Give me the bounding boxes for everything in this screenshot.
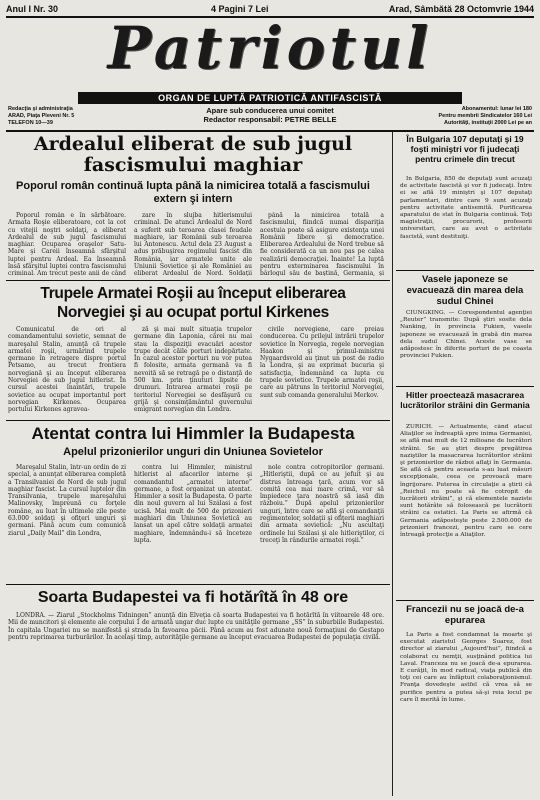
side4-body: [400, 632, 532, 796]
side2-headline: Vasele japoneze se evacuează din marea dela sudul Chinei: [406, 274, 524, 307]
article4-headline: Soarta Budapestei va fi hotărîtă în 48 ore: [37, 589, 349, 606]
info-line: Redactor responsabil: PETRE BELLE: [203, 115, 337, 124]
article1-col3-text: până la nimicirea totală a fascismului, fiindcă numai dispariţia acestuia poate să asigure existenţa unei Românii libere şi democratice. Eliberarea Ardealului de Nord trebue să fie considerată ca un nou pas pe calea realizării democraţiei. Înainte! La luptă pentru exterminarea fascismului în bârlogul său de baştină, Germania, şi: [260, 212, 384, 276]
info-center: [150, 106, 390, 124]
side2-rule: [396, 386, 534, 387]
article3-col1-text: Mareşalul Stalin, într-un ordin de zi special, a anunţat eliberarea completă a Transilvaniei de Nord de sub jugul maghiar fascist. La cursul luptelor din Transilvania, trupele mareşalului Malinovsky, împreună cu forţele române, au luat în ultimele zile peste 63.000 soldaţi şi ofiţeri unguri şi germani. Până acum cum comunică ziarul „Daily Mail” din Londra,: [8, 464, 126, 537]
article4-body: [8, 612, 384, 796]
article2-col1-text: Comunicatul de ori al comandamentului sovietic, semnat de mareşalul Stalin, anunţă că trupele armatei roşii, urmărind trupele germane în retragere dispre portul Petsamo, au trecut frontiera norvegiană şi au început eliberarea Norvegiei de sub jugul hitlerist. În cursul acestei înaintări, trupele sovietice au ocupat importantul port norvegian Kirkenes. Ocuparea portului Kirkenes agravea-: [8, 326, 126, 414]
info-line: ARAD, Piaţa Pleveni Nr. 5: [8, 113, 75, 119]
side2-body: [400, 310, 532, 382]
side4-text: La Paris a fost condamnat la moarte şi executat ziaristul Georges Suarez, fost director al ziarului „Aujourd'hui”, fiindcă a colaborat cu nemţii, susţinând politica lui Laval. Franceza nu se joacă de-a epurarea. E curăţit, în mod radical, viaţa publică din toţi cei care au înfăptuit colaboraţionismul. Franţa dovedeşte astfel că vrea să se purifice pentru a putea să-şi reia locul pe care îl merită în lume.: [400, 632, 532, 703]
info-line: Apare sub conducerea unui comitet: [206, 106, 334, 115]
info-left: [8, 106, 74, 127]
article4-text: LONDRA. — Ziarul „Stockholms Tidningen” anunţă din Elveţia că soarta Budapestei va fi hotărîtă în viitoarele 48 ore. Mii de muncitori şi elemente ale corpului 1 de armată ungar duc lupte cu unităţile germane „SS” în suburbiile Budapestei. În capitala Ungariei nu se manifestă şi strada în favoarea păcii. Până acum au fost adunate nouă formaţiuni de Gestapo pentru reprimarea turburărilor. În acelaşi timp, autorităţile germane au început evacuarea Budapestei de populaţia civilă.: [8, 612, 384, 641]
article1-col2: [134, 212, 252, 276]
side1-rule: [396, 270, 534, 271]
side4-headline: Francezii nu se joacă de-a epurarea: [406, 604, 524, 626]
masthead-banner: ORGAN DE LUPTĂ PATRIOTICĂ ANTIFASCISTĂ: [78, 92, 462, 104]
article3-subhead: Apelul prizonierilor unguri din Uniunea Sovietelor: [63, 446, 323, 458]
article3-headline: Atentat contra lui Himmler la Budapesta: [31, 424, 355, 443]
article3-col2: [134, 464, 252, 580]
column-divider: [392, 132, 393, 796]
article3-rule: [6, 584, 390, 585]
article2-rule: [6, 420, 390, 421]
article2-col1: [8, 326, 126, 416]
side3-text: ZÜRICH. — Actualmente, când atacul Aliaţilor se îndreaptă spre inima Germaniei, se află mai mult de 12 milioane de lucrători străini. Se au ştiri despre pregătirea naziştilor la masacrarea lucrătorilor străini şi prizonierilor de război aflaţi în Germania. Se află că pentru aceasta s-au luat măsuri excepţionale, ceea ce provoacă mare îngrijorare. Puterea în circulaţie a ştirii că „Reichul nu poate să fie cotropit de lucrătorii străini”, şi că elementele naziste sunt hotărâte să folosească pe lucrătorii străini ca ostatici. La Paris se afirmă că Germania adăposteşte peste 2.500.000 de prizonieri francezi, pentru care se cere întreagă protecţie a Aliaţilor.: [400, 424, 532, 539]
article3-col3: [260, 464, 384, 580]
article2-headline: Trupele Armatei Roşii au început eliberarea Norvegiei şi au ocupat portul Kirkenes: [40, 285, 346, 321]
article2-col2-text: ză şi mai mult situaţia trupelor germane din Laponia, cărei nu mai stau la dispoziţii evacuări acestor trupe decât căile porturi indepărtate. În cazul acestor porturi nu vor putea fi folosite, armata germană va fi nevoită să se retragă pe o distanţă de 500 km. prin ţinuturi lipsite de drumuri. Intrarea armatei roşii pe teritoriul Norvegiei se desfăşură cu grijă şi consimţământul guvernului emigrant norvegian din Londra.: [134, 326, 252, 414]
price: 4 Pagini 7 Lei: [211, 4, 269, 14]
date-line: Arad, Sâmbătă 28 Octomvrie 1944: [388, 4, 534, 14]
side1-text: În Bulgaria, 850 de deputaţi sunt acuzaţi de activitate fascistă şi vor fi judecaţi. Între ei se află 19 miniştri şi 107 deputaţi parlamentari, dintre care 9 sunt acuzaţi pentru activitate antisemită. Purificarea aparatului de stat în Bulgaria continuă. Toţi magistraţii, procurorii, profesorii universitari, care au avut o activitate fascistă, sunt destituiţi.: [400, 176, 532, 240]
article1-col2-text: zare în slujba hitlerismului criminal. De atunci Ardealul de Nord a suferit sub teroarea clasei feudale maghiare, iar Românii sub teroarea lui Antonescu. Actul dela 23 August a adus prăbuşirea regimului fascist din România, iar armatele unite ale Uniunii Sovietice şi ale României au eliberat Ardealul de Nord. Soldaţii: [134, 212, 252, 276]
info-right: [438, 106, 532, 127]
article1-rule: [6, 280, 390, 281]
article1-col3: [260, 212, 384, 276]
side1-headline: În Bulgaria 107 deputaţi şi 19 foşti miniştri vor fi judecaţi pentru crimele din trecut: [406, 134, 524, 164]
article1-headline: Ardealul eliberat de sub jugul fascismului maghiar: [33, 133, 353, 176]
article2-col3: [260, 326, 384, 416]
article1-col1: [8, 212, 126, 276]
side3-body: [400, 424, 532, 596]
info-line: Pentru membrii Sindicatelor 160 Lei: [438, 113, 532, 119]
article1-subhead: Poporul român continuă lupta până la nimicirea totală a fascismului extern şi intern: [16, 180, 370, 205]
issue-number: Anul I Nr. 30: [6, 4, 59, 14]
header-rule: [6, 130, 534, 132]
article2-col3-text: civile norvegiene, care preiau conducerea. Cu prilejul intrării trupelor sovietice în Norvegia, regele norvegian Haakon şi primul-ministru Nygaardsvold au ţinut un post de radio la Londra, şi au exprimat bucuria şi satisfacţia, îndemnând ca lupta cu trupele sovietice. Trupele armatei roşii, care au pătruns în teritoriul Norvegiei, sunt sub comanda generalului Merkov.: [260, 326, 384, 399]
info-line: Abonamentul: lunar lei 180: [461, 106, 532, 112]
info-line: Redacţia şi administraţia: [8, 106, 73, 112]
side3-rule: [396, 600, 534, 601]
info-line: TELEFON 10—39: [8, 120, 53, 126]
article3-col3-text: nole contra cotropitorilor germani. „Hitleriştii, după ce au jefuit şi au distrus întreaga ţară, acum vor să comită cea mai mare crimă, vor să împiedece ţara noastră să iasă din războiu.” După apelul prizonierilor unguri, între care se află şi comandanţii regimentelor, soldaţii şi ofiţerii maghiari din armata sovietică: „Nu ascultaţi ordinele lui Szálasi şi ale hitleriştilor, ci treceţi în rândurile armatei roşii.”: [260, 464, 384, 544]
article3-col1: [8, 464, 126, 580]
article3-col2-text: contra lui Himmler, ministrul hitlerist al afacerilor interne şi comandantul „armatei interne” germane, a fost organizat un atentat. Himmler a sosit la Budapesta. O parte din noul guvern al lui Szálasi a fost ucisă. Mai mult de 500 de prizonieri maghiari din Uniunea Sovietică au lansat un apel către soldaţii armatei maghiare, îndemnându-i să înceteze lupta.: [134, 464, 252, 544]
side1-body: [400, 176, 532, 266]
article1-col1-text: Poporul român e în sărbătoare. Armata Roşie eliberatoare, cot la cot cu vitejii noştri soldaţi, a eliberat Ardealul de sub jugul fascismului maghiar. Ocuparea oraşelor Satu-Mare şi Careii înseamnă sfârşitul luptei pentru Ardeal. Ea înseamnă însă sfârşitul luptei contra fascismului criminal. Am trecut peste anii de când: [8, 212, 126, 276]
article2-col2: [134, 326, 252, 416]
masthead-title: Patriotul: [107, 14, 433, 82]
side3-headline: Hitler proectează masacrarea lucrătorilor străini din Germania: [400, 390, 530, 410]
side2-text: CIUNGKING. — Corespondentul agenţiei „Reuter” transmite: După ştiri sosite dela Nanking, în provincia Fukien, vasele japoneze se evacuează în grabă din marea dela sudul Chinei. Aceste vase se adăpostesc în diferite porturi de pe coasta provinciei Fukien.: [400, 310, 532, 360]
info-line: Autorităţi, instituţii 2000 Lei pe an: [443, 120, 532, 126]
